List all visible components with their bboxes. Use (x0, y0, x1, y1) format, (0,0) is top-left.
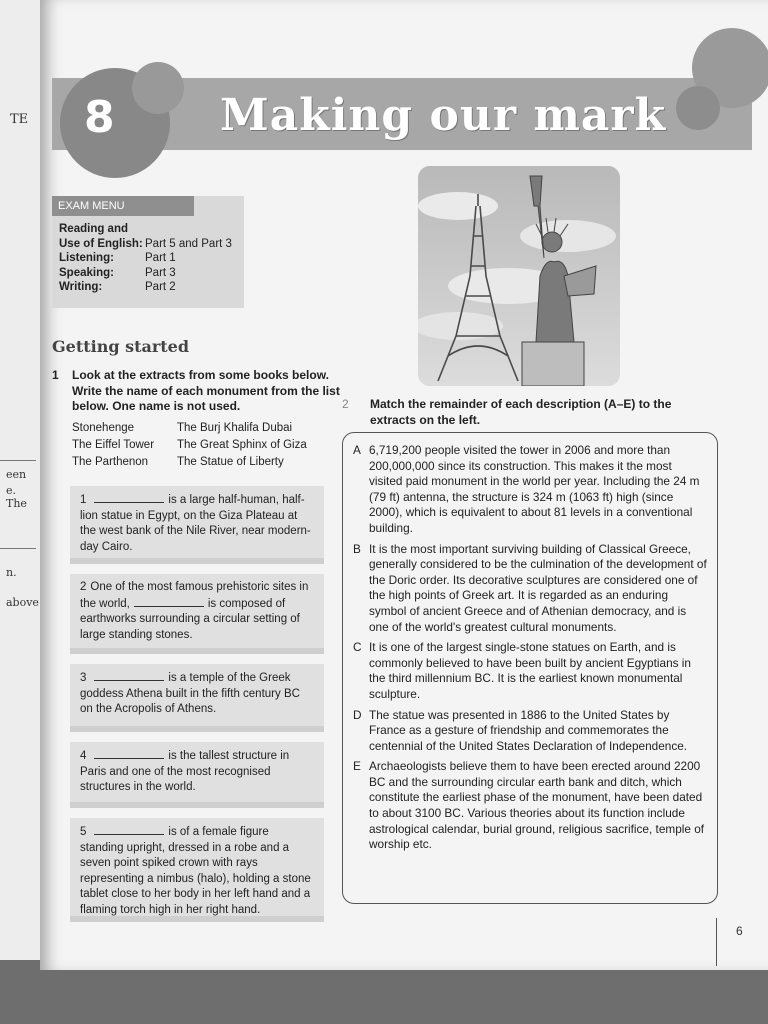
extract-card (70, 818, 324, 922)
answer-blank[interactable] (94, 824, 164, 835)
prev-page-text: e. The (6, 484, 27, 510)
extract-card (70, 574, 324, 654)
monument-name-list (72, 420, 322, 471)
prev-page-rule (0, 548, 36, 549)
exam-menu-value: Part 5 and Part 3 (145, 237, 232, 250)
exam-menu-key: Use of English: (59, 237, 143, 250)
description-item (353, 640, 707, 702)
prev-page-text: above (6, 596, 39, 609)
description-item (353, 759, 707, 853)
prev-page-text: TE (10, 112, 29, 127)
exam-menu-key: Speaking: (59, 266, 114, 279)
description-text: 6,719,200 people visited the tower in 2006 and more than 200,000,000 since its construction. This makes it the most visited paid monument in the world per year. Including the 24 m (79 ft) antenna, the structure is 324 m (1063 ft) high (since 2000), which is equivalent to about 81 levels in a conventional building. (369, 443, 700, 535)
answer-blank[interactable] (94, 670, 164, 681)
exam-menu-row (52, 251, 244, 266)
exam-menu-heading: EXAM MENU (52, 196, 194, 216)
monument-name: The Eiffel Tower (72, 439, 155, 451)
extract-card (70, 664, 324, 732)
descriptions-box (342, 432, 718, 904)
extract-number: 3 (80, 672, 87, 684)
exam-menu-row (52, 266, 244, 281)
exam-menu-value: Part 3 (145, 266, 176, 279)
prev-page-text: een (6, 468, 27, 481)
exam-menu-row (52, 280, 244, 295)
description-text: It is one of the largest single-stone statues on Earth, and is commonly believed to have been built by ancient Egyptians in the third millennium BC. It is the earliest known monumental sculpture. (369, 640, 691, 701)
extract-text: One of the most famous prehistoric sites in the world, (80, 581, 309, 610)
monument-name: The Statue of Liberty (177, 456, 284, 468)
extract-card (70, 742, 324, 808)
description-letter: E (353, 759, 361, 774)
description-letter: C (353, 640, 362, 655)
extract-number: 5 (80, 826, 87, 838)
exam-menu-value: Part 1 (145, 252, 176, 264)
extract-text: is composed of earthworks surrounding a circular setting of large standing stones. (80, 597, 300, 641)
banner-circle-decoration (132, 62, 184, 114)
description-item (353, 542, 707, 636)
description-item (353, 443, 707, 537)
monument-name: The Great Sphinx of Giza (177, 439, 307, 451)
extract-number: 2 (80, 581, 87, 593)
exam-menu-key: Listening: (59, 252, 114, 264)
monument-name: Stonehenge (72, 422, 135, 434)
exam-menu-row (52, 222, 244, 237)
extract-text: is the tallest structure in Paris and one of the most recognised structures in the world. (80, 750, 290, 793)
description-letter: D (353, 707, 362, 722)
exam-menu-row (52, 237, 244, 252)
description-text: Archaeologists believe them to have been erected around 2200 BC and the surrounding circular earth bank and ditch, which constitute the earliest phase of the monument, have been dated to about 3100 BC. Various theories about its function include astrological calendar, burial ground, religious sacrifice, temple of worship etc. (369, 759, 705, 852)
textbook-page (40, 0, 768, 970)
extract-text: is a temple of the Greek goddess Athena built in the fifth century BC on the Acropolis of Athens. (80, 672, 300, 715)
extract-number: 1 (80, 494, 87, 506)
description-letter: B (353, 541, 361, 556)
monuments-photo (418, 166, 620, 386)
answer-blank[interactable] (94, 748, 164, 759)
extract-text: is of a female figure standing upright, dressed in a robe and a seven point spiked crown with rays representing a nimbus (halo), holding a stone tablet close to her body in her left hand and a flaming torch high in her right hand. (80, 826, 311, 916)
description-item (353, 708, 707, 755)
exam-menu-key: Writing: (59, 281, 103, 293)
monument-name: The Parthenon (72, 456, 149, 468)
description-letter: A (353, 443, 361, 457)
exam-menu-box (52, 196, 244, 308)
question-number: 1 (52, 368, 59, 382)
banner-circle-decoration (676, 86, 720, 130)
eiffel-tower-and-statue-of-liberty-illustration (418, 166, 620, 386)
previous-page-edge (0, 0, 41, 960)
description-text: It is the most important surviving building of Classical Greece, generally considered to be the culmination of the development of the Doric order. Its decorative sculptures are considered one of the high points of Greek art. It is regarded as an enduring symbol of ancient Greece and of Athenian democracy, and is one of the world's greatest cultural monuments. (369, 541, 707, 634)
prev-page-text: n. (6, 566, 17, 579)
monument-name: The Burj Khalifa Dubai (177, 422, 293, 434)
page-number-rule (716, 918, 717, 966)
section-title: Getting started (52, 337, 190, 356)
extract-card (70, 486, 324, 564)
extract-number: 4 (80, 750, 87, 762)
question-text: Match the remainder of each description (A–E) to the extracts on the left. (370, 397, 672, 427)
answer-blank[interactable] (94, 492, 164, 503)
page-number: 6 (736, 924, 743, 938)
extract-text: is a large half-human, half-lion statue in Egypt, on the Giza Plateau at the west bank of the Nile River, near modern-day Cairo. (80, 494, 311, 553)
question-text: Look at the extracts from some books below. Write the name of each monument from the list below. One name is not used. (72, 368, 340, 413)
exam-menu-value: Part 2 (145, 281, 176, 293)
question-number: 2 (342, 397, 349, 411)
prev-page-rule (0, 460, 36, 461)
answer-blank[interactable] (134, 596, 204, 607)
unit-number: 8 (84, 92, 115, 143)
unit-title: Making our mark (220, 90, 667, 141)
description-text: The statue was presented in 1886 to the United States by France as a gesture of friendship and commemorates the centennial of the United States Declaration of Independence. (369, 707, 688, 753)
exam-menu-key: Reading and (59, 223, 129, 235)
